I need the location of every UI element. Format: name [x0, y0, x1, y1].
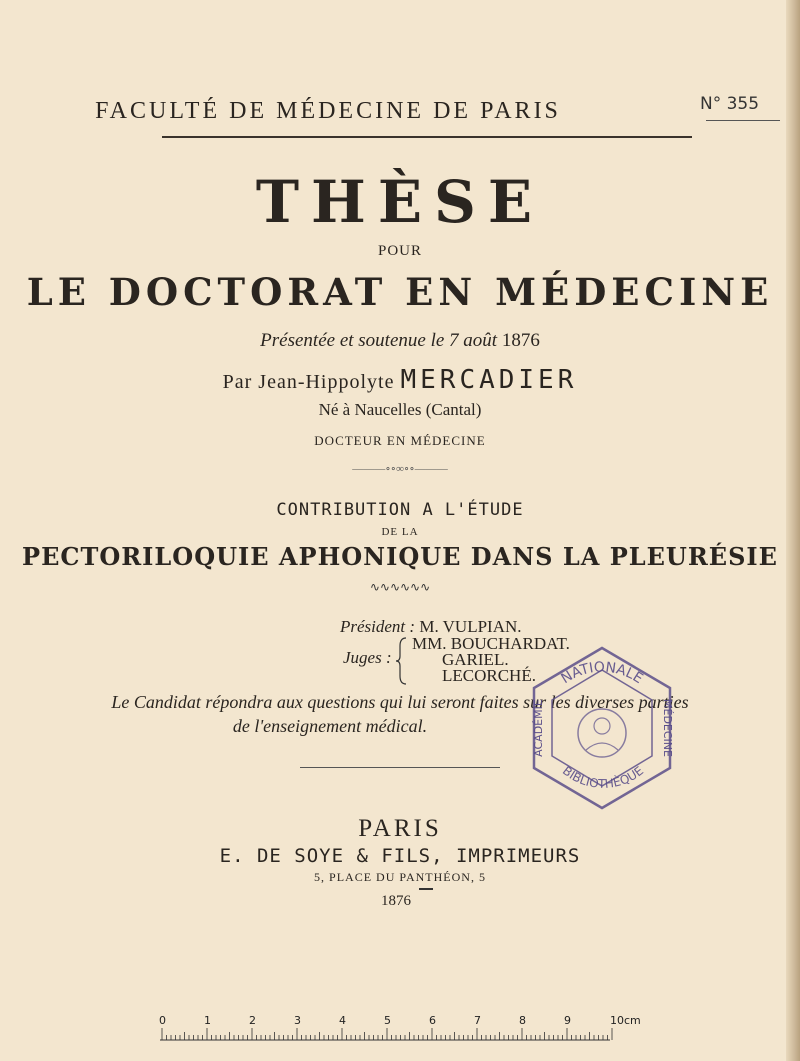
- wavy-divider: ∿∿∿∿∿∿: [369, 580, 431, 594]
- ornament-rule: [300, 767, 500, 768]
- faculty-header: FACULTÉ DE MÉDECINE DE PARIS: [95, 98, 561, 124]
- imprint-printer: E. DE SOYE & FILS, IMPRIMEURS: [219, 845, 581, 867]
- author-line: [0, 365, 800, 395]
- candidate-notice-line1: Le Candidat répondra aux questions qui lui seront faites sur les diverses parties: [111, 692, 689, 712]
- imprint-address: 5, PLACE DU PANTHÉON, 5: [314, 870, 486, 884]
- president-label: Président :: [340, 617, 416, 636]
- contribution-heading: CONTRIBUTION A L'ÉTUDE: [276, 500, 524, 520]
- ruler-label: 3: [294, 1014, 301, 1027]
- ruler-label: 10cm: [610, 1014, 641, 1027]
- ruler-label: 1: [204, 1014, 211, 1027]
- judge-3: LECORCHÉ.: [442, 666, 536, 685]
- svg-text:BIBLIOTHÈQUE: [560, 764, 646, 791]
- ruler-label: 6: [429, 1014, 436, 1027]
- stamp-emblem-icon: [578, 709, 626, 757]
- thesis-title: THÈSE: [255, 168, 545, 236]
- ruler-label: 5: [384, 1014, 391, 1027]
- defense-year: 1876: [501, 330, 540, 351]
- ornament-divider: ———∘∘∞∘∘———: [352, 463, 448, 475]
- author-degree: DOCTEUR EN MÉDECINE: [314, 433, 486, 448]
- ruler-label: 9: [564, 1014, 571, 1027]
- thesis-number: N° 355: [700, 94, 760, 114]
- number-underline: [706, 120, 780, 121]
- imprint-city: PARIS: [358, 815, 442, 842]
- ruler-label: 4: [339, 1014, 346, 1027]
- defense-date: [0, 330, 800, 352]
- ruler-label: 7: [474, 1014, 481, 1027]
- scale-ruler: [159, 1010, 641, 1042]
- library-stamp: [520, 638, 685, 818]
- judge-1: MM. BOUCHARDAT.: [412, 634, 570, 653]
- doctorate-title: LE DOCTORAT EN MÉDECINE: [26, 270, 774, 314]
- ruler-label: 2: [249, 1014, 256, 1027]
- stamp-bottom-text: BIBLIOTHÈQUE: [559, 763, 647, 791]
- judges-label: Juges :: [343, 648, 392, 667]
- judge-2: GARIEL.: [442, 650, 509, 669]
- author-firstname: Par Jean-Hippolyte: [222, 371, 395, 393]
- defense-date-text: Présentée et soutenue le 7 août: [260, 330, 498, 351]
- imprint-year: 1876: [381, 893, 411, 909]
- year-rule: [419, 888, 433, 890]
- ruler-label: 0: [159, 1014, 166, 1027]
- svg-text:NATIONALE: [558, 659, 645, 687]
- subject-dela: DE LA: [381, 526, 419, 538]
- judges-brace: [396, 636, 410, 686]
- ruler-label: 8: [519, 1014, 526, 1027]
- title-pour: POUR: [377, 243, 422, 259]
- thesis-topic: PECTORILOQUIE APHONIQUE DANS LA PLEURÉSIE: [22, 542, 778, 571]
- stamp-right-text: MÉDECINE: [661, 699, 674, 757]
- candidate-notice-line2: de l'enseignement médical.: [232, 716, 428, 736]
- president-name: M. VULPIAN.: [419, 617, 522, 636]
- header-rule: [162, 136, 692, 138]
- author-birthplace: Né à Naucelles (Cantal): [318, 400, 482, 419]
- stamp-top-text: NATIONALE: [558, 659, 646, 688]
- author-surname: MERCADIER: [400, 365, 578, 395]
- stamp-left-text: ACADÉMIE: [532, 699, 545, 757]
